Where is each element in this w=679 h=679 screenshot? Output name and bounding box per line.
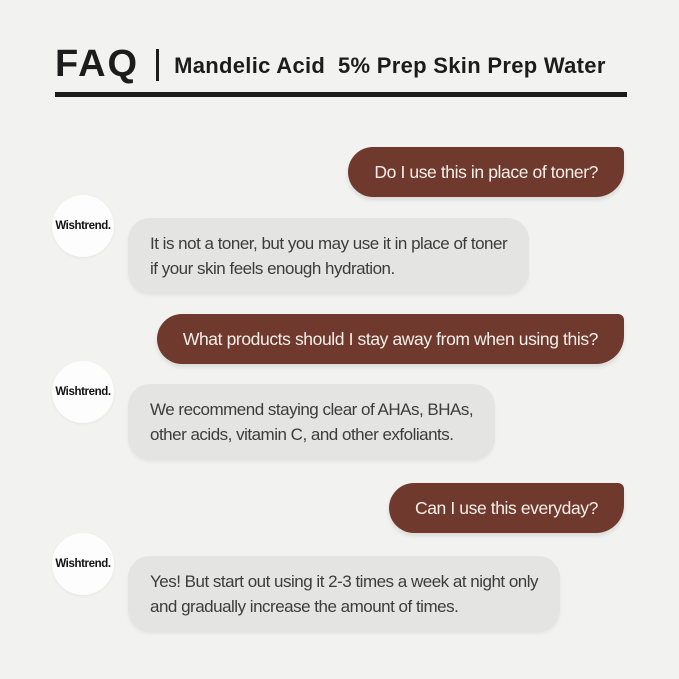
brand-label: Wishtrend. [55,386,111,398]
wishtrend-avatar [52,361,114,423]
header [55,42,627,97]
answer-row [0,361,679,460]
answer-line: It is not a toner, but you may use it in place of toner [150,234,508,253]
question-row [0,314,679,364]
answer-line: We recommend staying clear of AHAs, BHAs, [150,400,474,419]
chat-area [0,147,679,632]
question-bubble: What products should I stay away from when using this? [157,314,624,364]
brand-label: Wishtrend. [55,558,111,570]
question-row [0,147,679,197]
answer-bubble [128,384,495,460]
answer-line: other acids, vitamin C, and other exfoliants. [150,425,454,444]
answer-bubble [128,218,529,294]
answer-bubble [128,556,560,632]
answer-row [0,533,679,632]
answer-line: and gradually increase the amount of times. [150,597,459,616]
wishtrend-avatar [52,195,114,257]
answer-line: Yes! But start out using it 2-3 times a week at night only [150,572,539,591]
brand-label: Wishtrend. [55,220,111,232]
product-title: Mandelic Acid 5% Prep Skin Prep Water [174,52,606,78]
faq-heading: FAQ [55,43,140,85]
answer-line: if your skin feels enough hydration. [150,259,395,278]
question-bubble: Do I use this in place of toner? [348,147,624,197]
wishtrend-avatar [52,533,114,595]
question-row [0,483,679,533]
title-separator-bar [156,49,159,81]
question-bubble: Can I use this everyday? [389,483,624,533]
answer-row [0,195,679,294]
